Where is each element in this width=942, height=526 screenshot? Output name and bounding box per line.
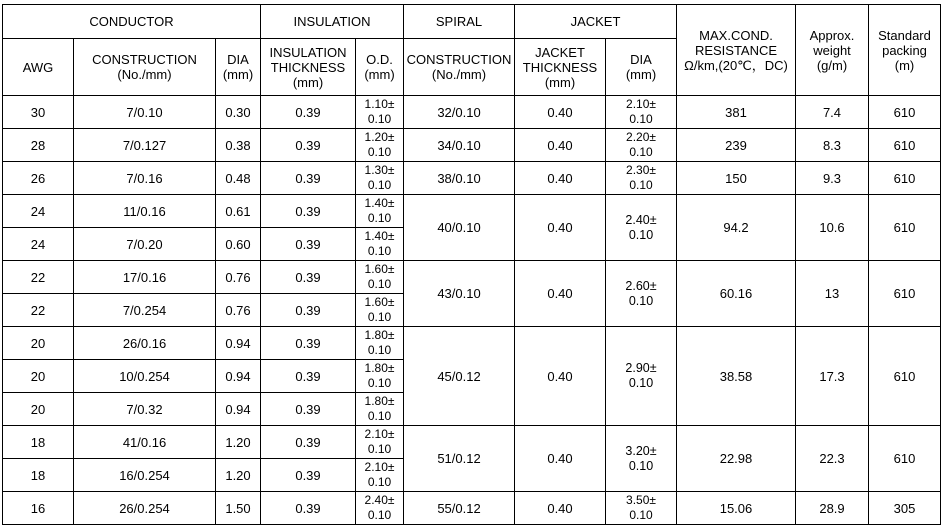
awg-cell: 20 [3,360,74,393]
insulation-thickness-cell: 0.39 [261,426,356,459]
conductor-dia-cell: 0.60 [216,228,261,261]
header-line: (mm) [292,74,324,90]
approx-weight-cell: 9.3 [796,162,869,195]
cell-line: 2.40± [625,212,657,227]
cell-line: 1.60± [364,295,395,309]
standard-packing-cell: 305 [869,492,941,525]
max-resistance-cell: 94.2 [677,195,796,261]
insulation-thickness-header [261,39,356,96]
spiral-header: SPIRAL [404,5,515,39]
conductor-dia-cell: 0.48 [216,162,261,195]
awg-cell: 18 [3,459,74,492]
conductor-construction-cell: 26/0.16 [74,327,216,360]
cell-line: 0.10 [629,145,653,159]
jacket-thickness-cell: 0.40 [515,327,606,426]
max-resistance-cell: 60.16 [677,261,796,327]
table-row [3,492,941,525]
spiral-construction-cell: 40/0.10 [404,195,515,261]
conductor-construction-cell: 26/0.254 [74,492,216,525]
header-line: (mm) [222,67,254,82]
awg-cell: 20 [3,393,74,426]
cell-line: 1.30± [364,163,395,177]
insulation-od-cell [356,162,404,195]
conductor-construction-cell: 17/0.16 [74,261,216,294]
insulation-od-header [356,39,404,96]
insulation-thickness-cell: 0.39 [261,393,356,426]
standard-packing-cell: 610 [869,96,941,129]
header-line: DIA [630,52,652,67]
table-row [3,195,941,228]
awg-cell: 24 [3,195,74,228]
insulation-od-cell [356,129,404,162]
conductor-construction-cell: 16/0.254 [74,459,216,492]
insulation-thickness-cell: 0.39 [261,129,356,162]
cell-line: 1.20± [364,130,395,144]
insulation-thickness-cell: 0.39 [261,162,356,195]
header-line: weight [813,42,851,58]
header-line: THICKNESS [522,59,598,75]
standard-packing-cell: 610 [869,261,941,327]
cell-line: 0.10 [367,310,392,324]
header-line: O.D. [366,52,393,67]
spiral-construction-cell: 32/0.10 [404,96,515,129]
approx-weight-cell: 28.9 [796,492,869,525]
header-line: DIA [227,52,249,67]
spiral-construction-cell: 51/0.12 [404,426,515,492]
table-row [3,96,941,129]
header-line: (mm) [625,67,657,82]
jacket-dia-cell [606,426,677,492]
cell-line: 0.10 [629,178,653,192]
cell-line: 2.30± [626,163,656,177]
header-line: INSULATION [269,44,347,60]
table-row [3,162,941,195]
cell-line: 0.10 [367,508,392,522]
cell-line: 1.40± [364,229,395,243]
insulation-thickness-cell: 0.39 [261,261,356,294]
cell-line: 1.40± [364,196,395,210]
cell-line: 0.10 [367,475,392,489]
jacket-dia-cell [606,195,677,261]
insulation-thickness-cell: 0.39 [261,294,356,327]
cell-line: 0.10 [367,376,392,390]
jacket-thickness-cell: 0.40 [515,162,606,195]
awg-cell: 26 [3,162,74,195]
cell-line: 0.10 [367,211,392,225]
table-row [3,327,941,360]
cell-line: 2.60± [625,278,657,293]
standard-packing-cell: 610 [869,195,941,261]
standard-packing-cell: 610 [869,426,941,492]
header-line: CONSTRUCTION [92,52,197,67]
max-resistance-cell: 15.06 [677,492,796,525]
cell-line: 0.10 [367,343,392,357]
cell-line: 0.10 [628,458,654,473]
standard-packing-cell: 610 [869,162,941,195]
awg-cell: 22 [3,294,74,327]
insulation-od-cell [356,393,404,426]
header-line: MAX.COND. [699,27,773,43]
conductor-construction-cell: 10/0.254 [74,360,216,393]
awg-cell: 18 [3,426,74,459]
approx-weight-cell: 17.3 [796,327,869,426]
insulation-od-cell [356,96,404,129]
conductor-dia-cell: 0.38 [216,129,261,162]
insulation-od-cell [356,459,404,492]
awg-header: AWG [3,39,74,96]
approx-weight-header [796,5,869,96]
spiral-construction-header [404,39,515,96]
conductor-construction-cell: 7/0.254 [74,294,216,327]
max-cond-resistance-header [677,5,796,96]
conductor-dia-cell: 0.94 [216,393,261,426]
cell-line: 0.10 [628,376,654,390]
insulation-thickness-cell: 0.39 [261,228,356,261]
conductor-construction-cell: 7/0.32 [74,393,216,426]
jacket-thickness-cell: 0.40 [515,426,606,492]
jacket-thickness-cell: 0.40 [515,129,606,162]
header-line: (m) [894,57,915,73]
insulation-od-cell [356,195,404,228]
jacket-dia-header [606,39,677,96]
cell-line: 2.10± [364,460,395,474]
cell-line: 3.50± [626,493,656,507]
jacket-thickness-cell: 0.40 [515,195,606,261]
jacket-header: JACKET [515,5,677,39]
table-body [3,96,941,525]
awg-cell: 16 [3,492,74,525]
insulation-od-cell [356,261,404,294]
header-line: CONSTRUCTION [406,52,512,67]
awg-cell: 22 [3,261,74,294]
spiral-construction-cell: 34/0.10 [404,129,515,162]
conductor-construction-cell: 7/0.10 [74,96,216,129]
standard-packing-cell: 610 [869,129,941,162]
insulation-thickness-cell: 0.39 [261,360,356,393]
standard-packing-header [869,5,941,96]
conductor-dia-cell: 1.20 [216,459,261,492]
awg-cell: 20 [3,327,74,360]
cell-line: 0.10 [367,277,392,291]
max-resistance-cell: 38.58 [677,327,796,426]
spiral-construction-cell: 38/0.10 [404,162,515,195]
cell-line: 0.10 [628,227,654,242]
header-line: packing [882,42,927,58]
cable-spec-table [2,4,941,525]
cell-line: 0.10 [367,409,392,423]
insulation-od-cell [356,360,404,393]
cell-line: 1.10± [364,97,395,111]
conductor-dia-header [216,39,261,96]
cell-line: 1.60± [364,262,395,276]
cell-line: 2.20± [626,130,656,144]
insulation-od-cell [356,327,404,360]
cell-line: 0.10 [367,112,392,126]
approx-weight-cell: 7.4 [796,96,869,129]
jacket-dia-cell [606,129,677,162]
header-line: (g/m) [816,57,848,73]
conductor-construction-cell: 7/0.20 [74,228,216,261]
header-line: (mm) [544,74,576,90]
approx-weight-cell: 13 [796,261,869,327]
spiral-construction-cell: 43/0.10 [404,261,515,327]
cell-line: 0.10 [367,244,392,258]
insulation-thickness-cell: 0.39 [261,327,356,360]
insulation-thickness-cell: 0.39 [261,492,356,525]
insulation-od-cell [356,294,404,327]
max-resistance-cell: 22.98 [677,426,796,492]
cell-line: 2.10± [364,427,395,441]
insulation-od-cell [356,492,404,525]
table-row [3,426,941,459]
jacket-thickness-cell: 0.40 [515,96,606,129]
spiral-construction-cell: 55/0.12 [404,492,515,525]
cell-line: 0.10 [367,442,392,456]
cell-line: 0.10 [628,293,654,308]
cell-line: 0.10 [367,145,392,159]
conductor-header: CONDUCTOR [3,5,261,39]
max-resistance-cell: 150 [677,162,796,195]
conductor-construction-header [74,39,216,96]
header-line: (No./mm) [431,67,487,82]
insulation-header: INSULATION [261,5,404,39]
max-resistance-cell: 381 [677,96,796,129]
table-row [3,129,941,162]
jacket-thickness-cell: 0.40 [515,492,606,525]
cell-line: 0.10 [629,112,653,126]
header-line: THICKNESS [270,59,346,75]
max-resistance-cell: 239 [677,129,796,162]
insulation-thickness-cell: 0.39 [261,459,356,492]
awg-cell: 28 [3,129,74,162]
cell-line: 2.10± [626,97,656,111]
jacket-dia-cell [606,261,677,327]
awg-cell: 24 [3,228,74,261]
jacket-dia-cell [606,162,677,195]
conductor-construction-cell: 7/0.127 [74,129,216,162]
insulation-od-cell [356,426,404,459]
approx-weight-cell: 22.3 [796,426,869,492]
cell-line: 0.10 [629,508,653,522]
cell-line: 1.80± [364,328,395,342]
header-line: Ω/km,(20℃，DC) [684,57,788,73]
approx-weight-cell: 8.3 [796,129,869,162]
conductor-construction-cell: 41/0.16 [74,426,216,459]
jacket-thickness-cell: 0.40 [515,261,606,327]
conductor-construction-cell: 7/0.16 [74,162,216,195]
insulation-thickness-cell: 0.39 [261,96,356,129]
header-line: (mm) [364,67,395,82]
header-line: Approx. [809,27,855,43]
conductor-dia-cell: 0.76 [216,294,261,327]
conductor-construction-cell: 11/0.16 [74,195,216,228]
cell-line: 2.40± [364,493,395,507]
header-line: Standard [878,27,931,43]
header-row-groups [3,5,941,39]
header-line: JACKET [535,44,585,60]
spiral-construction-cell: 45/0.12 [404,327,515,426]
cell-line: 1.80± [364,394,395,408]
insulation-od-cell [356,228,404,261]
conductor-dia-cell: 0.76 [216,261,261,294]
conductor-dia-cell: 0.30 [216,96,261,129]
header-line: RESISTANCE [694,42,778,58]
conductor-dia-cell: 0.61 [216,195,261,228]
approx-weight-cell: 10.6 [796,195,869,261]
cell-line: 0.10 [367,178,392,192]
conductor-dia-cell: 1.20 [216,426,261,459]
cell-line: 3.20± [625,443,657,458]
jacket-dia-cell [606,96,677,129]
jacket-dia-cell [606,492,677,525]
conductor-dia-cell: 0.94 [216,360,261,393]
conductor-dia-cell: 1.50 [216,492,261,525]
table-row [3,261,941,294]
jacket-thickness-header [515,39,606,96]
cell-line: 1.80± [364,361,395,375]
conductor-dia-cell: 0.94 [216,327,261,360]
cell-line: 2.90± [625,361,657,375]
insulation-thickness-cell: 0.39 [261,195,356,228]
header-line: (No./mm) [117,67,172,82]
awg-cell: 30 [3,96,74,129]
standard-packing-cell: 610 [869,327,941,426]
jacket-dia-cell [606,327,677,426]
